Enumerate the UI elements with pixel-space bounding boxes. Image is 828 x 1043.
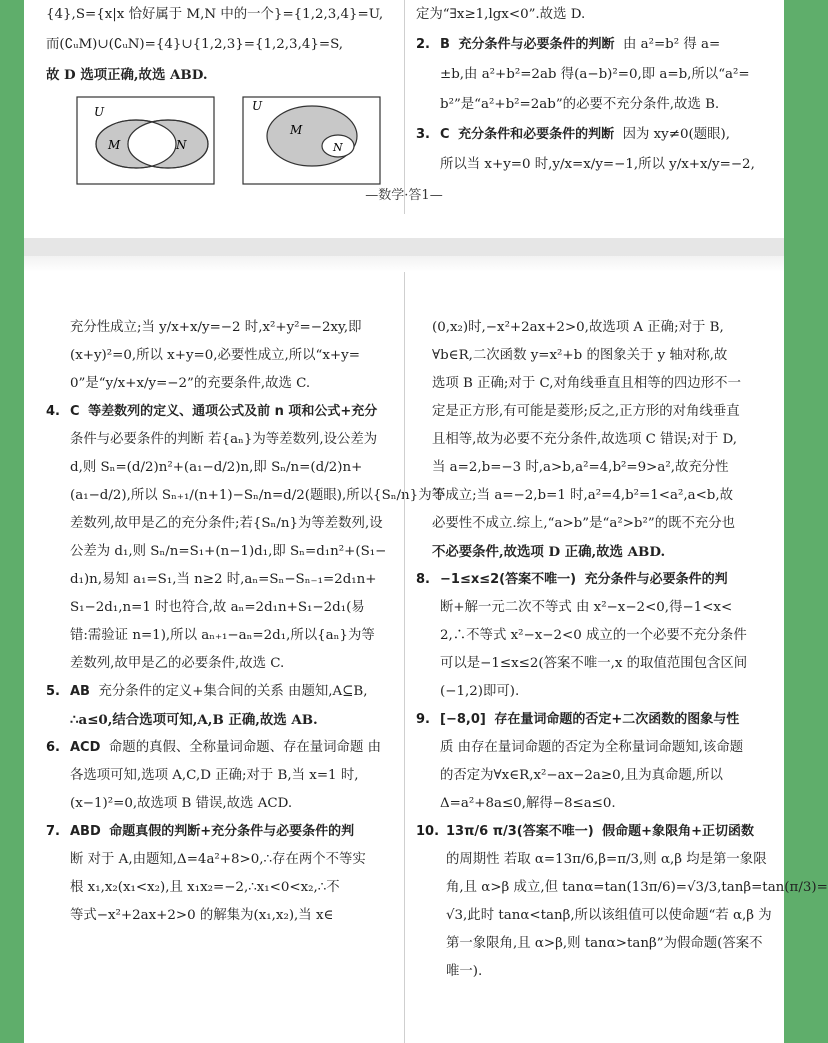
- text-line: 条件与必要条件的判断 若{aₙ}为等差数列,设公差为: [70, 432, 378, 447]
- answer-item-10: [416, 818, 828, 986]
- item-answer: AB: [70, 684, 90, 699]
- answer-item-3: [416, 120, 776, 180]
- text-line: 断+解一元二次不等式 由 x²−x−2<0,得−1<x<: [440, 600, 733, 615]
- answer-page-bottom: [24, 272, 828, 1043]
- answer-page-top: [24, 0, 784, 214]
- text-line: d,则 Sₙ=(d/2)n²+(a₁−d/2)n,即 Sₙ/n=(d/2)n+: [70, 460, 363, 475]
- text-line: ±b,由 a²+b²=2ab 得(a−b)²=0,即 a=b,所以“a²=: [440, 67, 750, 82]
- item-number: 4.: [46, 404, 60, 419]
- venn2-u-label: U: [252, 99, 263, 113]
- top-right-column: [416, 0, 776, 214]
- text-line: 故 D 选项正确,故选 ABD.: [46, 67, 208, 83]
- continuation-block: [416, 314, 776, 566]
- text-line: 错:需验证 n=1),所以 aₙ₊₁−aₙ=2d₁,所以{aₙ}为等: [70, 628, 375, 643]
- item-answer: 13π/6 π/3(答案不唯一): [446, 824, 594, 839]
- venn-diagram-2: [242, 96, 382, 186]
- venn-diagram-1: [76, 96, 216, 186]
- venn1-m-label: M: [108, 138, 121, 152]
- text-line: 根 x₁,x₂(x₁<x₂),且 x₁x₂=−2,∴x₁<0<x₂,∴不: [70, 880, 340, 895]
- text-line: 各选项可知,选项 A,C,D 正确;对于 B,当 x=1 时,: [70, 768, 359, 783]
- text-line: 差数列,故甲是乙的必要条件,故选 C.: [70, 656, 285, 671]
- answer-item-6: [46, 734, 396, 818]
- item-answer: B: [440, 37, 450, 52]
- text-line: 必要性不成立.综上,“a>b”是“a²>b²”的既不充分也: [432, 516, 736, 531]
- item-number: 6.: [46, 740, 60, 755]
- text-line: Δ=a²+8a≤0,解得−8≤a≤0.: [440, 796, 616, 811]
- continuation-block: [46, 314, 396, 398]
- venn2-m-label: M: [290, 123, 303, 137]
- text-line: 且相等,故为必要不充分条件,故选项 C 错误;对于 D,: [432, 432, 737, 447]
- answer-item-2: [416, 30, 776, 120]
- item-number: 3.: [416, 127, 430, 142]
- item-answer: ABD: [70, 824, 101, 839]
- page-separator: [24, 214, 784, 272]
- text-line: 假命题+象限角+正切函数: [602, 824, 754, 839]
- text-line: 由 a²=b² 得 a=: [622, 37, 721, 52]
- text-line: 不成立;当 a=−2,b=1 时,a²=4,b²=1<a²,a<b,故: [432, 488, 734, 503]
- bottom-right-column: [416, 314, 828, 1043]
- text-line: 定是正方形,有可能是菱形;反之,正方形的对角线垂直: [432, 404, 740, 419]
- item-number: 8.: [416, 572, 430, 587]
- text-line: 而(∁ᵤM)∪(∁ᵤN)={4}∪{1,2,3}={1,2,3,4}=S,: [46, 37, 344, 52]
- text-line: 等差数列的定义、通项公式及前 n 项和公式+充分: [88, 404, 378, 419]
- text-line: 充分性成立;当 y/x+x/y=−2 时,x²+y²=−2xy,即: [70, 320, 362, 335]
- venn2-n-label: N: [333, 141, 343, 154]
- text-line: 当 a=2,b=−3 时,a>b,a²=4,b²=9>a²,故充分性: [432, 460, 729, 475]
- text-line: 所以当 x+y=0 时,y/x=x/y=−1,所以 y/x+x/y=−2,: [440, 157, 755, 172]
- top-left-column: [46, 0, 396, 214]
- text-line: 存在量词命题的否定+二次函数的图象与性: [494, 712, 740, 727]
- text-line: ∴a≤0,结合选项可知,A,B 正确,故选 AB.: [70, 712, 318, 728]
- column-divider: [404, 272, 405, 1043]
- item-topic: 充分条件与必要条件的判断: [458, 37, 615, 52]
- text-line: 质 由存在量词命题的否定为全称量词命题知,该命题: [440, 740, 744, 755]
- text-line: (a₁−d/2),所以 Sₙ₊₁/(n+1)−Sₙ/n=d/2(题眼),所以{Sₙ/n}为等: [70, 488, 445, 503]
- item-number: 9.: [416, 712, 430, 727]
- text-line: (x−1)²=0,故选项 B 错误,故选 ACD.: [70, 796, 293, 811]
- text-line: 的否定为∀x∈R,x²−ax−2a≥0,且为真命题,所以: [440, 768, 723, 783]
- text-line: 等式−x²+2ax+2>0 的解集为(x₁,x₂),当 x∈: [70, 908, 334, 923]
- answer-item-9: [416, 706, 776, 818]
- venn1-u-label: U: [94, 105, 105, 119]
- text-line: 选项 B 正确;对于 C,对角线垂直且相等的四边形不一: [432, 376, 741, 391]
- text-line: 角,且 α>β 成立,但 tanα=tan(13π/6)=√3/3,tanβ=tan(π/3)=: [446, 880, 828, 895]
- text-line: 唯一).: [446, 964, 483, 979]
- text-line: 因为 xy≠0(题眼),: [622, 127, 730, 142]
- text-line: 0”是“y/x+x/y=−2”的充要条件,故选 C.: [70, 376, 311, 391]
- text-line: 充分条件的定义+集合间的关系 由题知,A⊆B,: [98, 684, 368, 699]
- item-number: 10.: [416, 824, 440, 839]
- item-answer: C: [440, 127, 450, 142]
- item-answer: −1≤x≤2(答案不唯一): [440, 572, 577, 587]
- text-line: 的周期性 若取 α=13π/6,β=π/3,则 α,β 均是第一象限: [446, 852, 767, 867]
- text-line: 充分条件与必要条件的判: [584, 572, 728, 587]
- bottom-left-column: [46, 314, 445, 1043]
- item-topic: 充分条件和必要条件的判断: [458, 127, 615, 142]
- text-line: 2,∴不等式 x²−x−2<0 成立的一个必要不充分条件: [440, 628, 747, 643]
- text-line: {4},S={x|x 恰好属于 M,N 中的一个}={1,2,3,4}=U,: [46, 7, 384, 22]
- text-line: (−1,2)即可).: [440, 684, 520, 699]
- item-answer: [−8,0]: [440, 712, 486, 727]
- text-line: b²”是“a²+b²=2ab”的必要不充分条件,故选 B.: [440, 97, 720, 112]
- text-line: S₁−2d₁,n=1 时也符合,故 aₙ=2d₁n+S₁−2d₁(易: [70, 600, 365, 615]
- item-answer: C: [70, 404, 80, 419]
- answer-item-4: [46, 398, 445, 678]
- text-line: 命题的真假、全称量词命题、存在量词命题 由: [108, 740, 381, 755]
- item-number: 7.: [46, 824, 60, 839]
- text-line: 差数列,故甲是乙的充分条件;若{Sₙ/n}为等差数列,设: [70, 516, 383, 531]
- answer-item-7: [46, 818, 396, 930]
- text-line: 命题真假的判断+充分条件与必要条件的判: [109, 824, 355, 839]
- text-line: (x+y)²=0,所以 x+y=0,必要性成立,所以“x+y=: [70, 348, 360, 363]
- page-footer: —数学·答1—: [365, 188, 443, 203]
- answer-item-5: [46, 678, 396, 734]
- answer-item-8: [416, 566, 776, 706]
- text-line: 定为“∃x≥1,lgx<0”.故选 D.: [416, 7, 586, 22]
- text-line: 公差为 d₁,则 Sₙ/n=S₁+(n−1)d₁,即 Sₙ=d₁n²+(S₁−: [70, 544, 387, 559]
- text-line: √3,此时 tanα<tanβ,所以该组值可以使命题“若 α,β 为: [446, 908, 772, 923]
- text-line: 断 对于 A,由题知,Δ=4a²+8>0,∴存在两个不等实: [70, 852, 366, 867]
- venn1-n-label: N: [176, 138, 187, 152]
- text-line: (0,x₂)时,−x²+2ax+2>0,故选项 A 正确;对于 B,: [432, 320, 724, 335]
- text-line: d₁)n,易知 a₁=S₁,当 n≥2 时,aₙ=Sₙ−Sₙ₋₁=2d₁n+: [70, 572, 377, 587]
- text-line: 不必要条件,故选项 D 正确,故选 ABD.: [432, 544, 666, 560]
- item-answer: ACD: [70, 740, 101, 755]
- item-number: 2.: [416, 37, 430, 52]
- column-divider: [404, 0, 405, 214]
- text-line: 可以是−1≤x≤2(答案不唯一,x 的取值范围包含区间: [440, 656, 748, 671]
- text-line: 第一象限角,且 α>β,则 tanα>tanβ”为假命题(答案不: [446, 936, 763, 951]
- text-line: ∀b∈R,二次函数 y=x²+b 的图象关于 y 轴对称,故: [432, 348, 728, 363]
- item-number: 5.: [46, 684, 60, 699]
